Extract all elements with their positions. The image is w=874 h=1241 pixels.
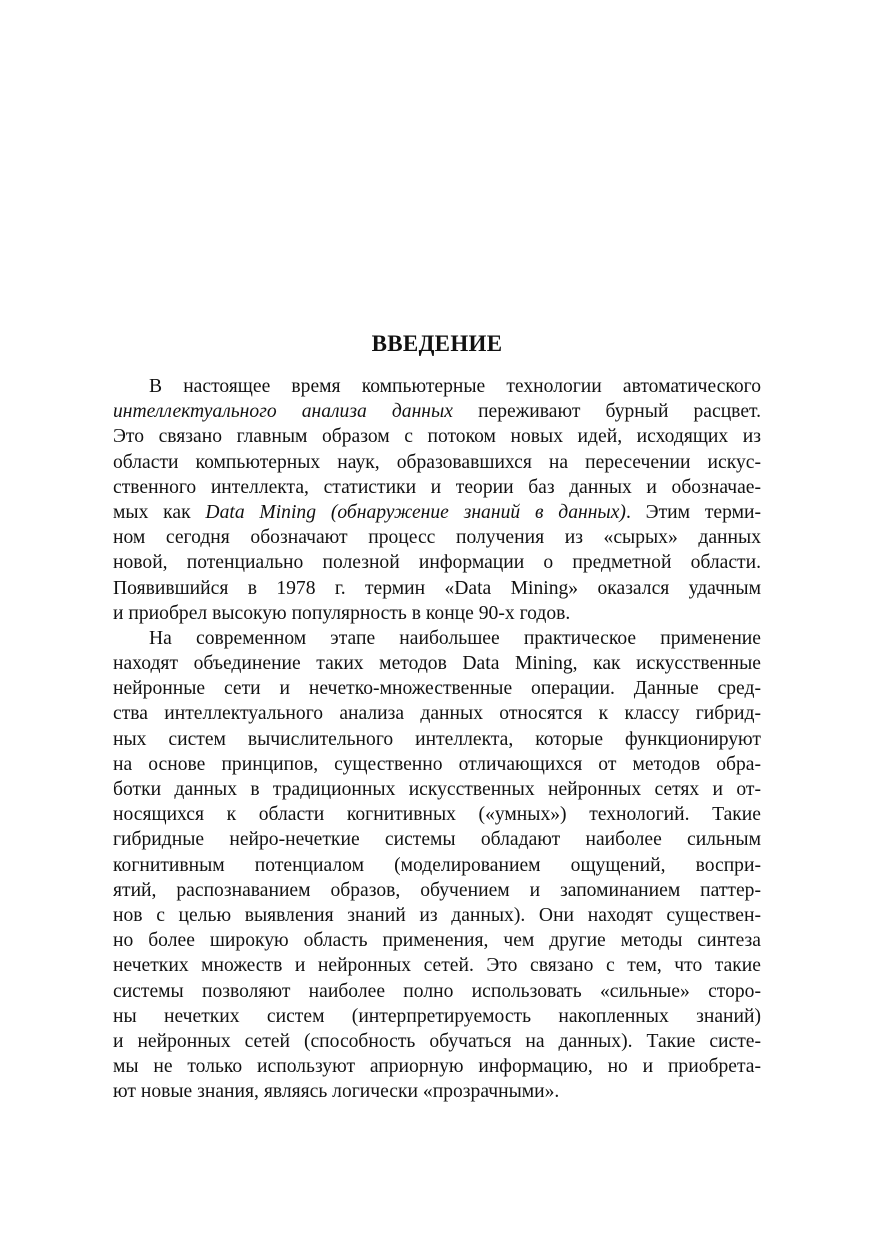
text-line: но более широкую область применения, чем другие методы синтеза	[113, 930, 761, 952]
text-line	[113, 399, 761, 424]
text-line: нов с целью выявления знаний из данных). Они находят существен-	[113, 904, 761, 926]
paragraph-1	[113, 374, 761, 626]
italic-term: интеллектуального анализа данных	[113, 401, 453, 423]
text-line: ных систем вычислительного интеллекта, которые функционируют	[113, 728, 761, 750]
text-line: на основе принципов, существенно отличающихся от методов обра-	[113, 753, 761, 775]
text-line: На современном этапе наибольшее практическое применение	[149, 627, 761, 649]
text-fragment: . Этим терми-	[625, 501, 762, 523]
text-line: ятий, распознаванием образов, обучением и запоминанием паттер-	[113, 879, 761, 901]
text-line	[113, 500, 761, 525]
paragraph-2	[113, 626, 761, 1105]
text-line: В настоящее время компьютерные технологии автоматического	[149, 376, 761, 397]
text-line: ства интеллектуального анализа данных относятся к классу гибрид-	[113, 703, 761, 725]
text-line: мы не только используют априорную информацию, но и приобрета-	[113, 1056, 761, 1078]
text-line: системы позволяют наиболее полно использовать «сильные» сторо-	[113, 980, 761, 1002]
text-fragment: мых как	[113, 501, 206, 523]
text-line: новой, потенциально полезной информации о предметной области.	[113, 552, 761, 574]
body-text	[113, 374, 761, 1104]
text-line: когнитивным потенциалом (моделированием ощущений, воспри-	[113, 854, 761, 876]
text-line: находят объединение таких методов Data Mining, как искусственные	[113, 653, 761, 675]
text-line: носящихся к области когнитивных («умных») технологий. Такие	[113, 804, 761, 826]
text-line: ном сегодня обозначают процесс получения из «сырых» данных	[113, 527, 761, 549]
text-line: ственного интеллекта, статистики и теории баз данных и обозначае-	[113, 476, 761, 498]
text-line: Появившийся в 1978 г. термин «Data Mining» оказался удачным	[113, 577, 761, 599]
text-line: и нейронных сетей (способность обучаться на данных). Такие систе-	[113, 1030, 761, 1052]
text-line: нечетких множеств и нейронных сетей. Это связано с тем, что такие	[113, 955, 761, 977]
text-fragment: переживают бурный расцвет.	[453, 401, 762, 423]
text-line: гибридные нейро-нечеткие системы обладают наиболее сильным	[113, 829, 761, 851]
text-line: ют новые знания, являясь логически «прозрачными».	[113, 1081, 560, 1103]
text-line: нейронные сети и нечетко-множественные операции. Данные сред-	[113, 678, 761, 700]
text-line: ны нечетких систем (интерпретируемость накопленных знаний)	[113, 1005, 761, 1027]
text-line: Это связано главным образом с потоком новых идей, исходящих из	[113, 426, 761, 448]
text-line: и приобрел высокую популярность в конце 90-х годов.	[113, 602, 571, 624]
text-line: области компьютерных наук, образовавшихся на пересечении искус-	[113, 451, 761, 473]
italic-term: Data Mining (обнаружение знаний в данных)	[205, 501, 626, 523]
text-line: ботки данных в традиционных искусственных нейронных сетях и от-	[113, 779, 761, 800]
page-title: ВВЕДЕНИЕ	[371, 331, 503, 356]
